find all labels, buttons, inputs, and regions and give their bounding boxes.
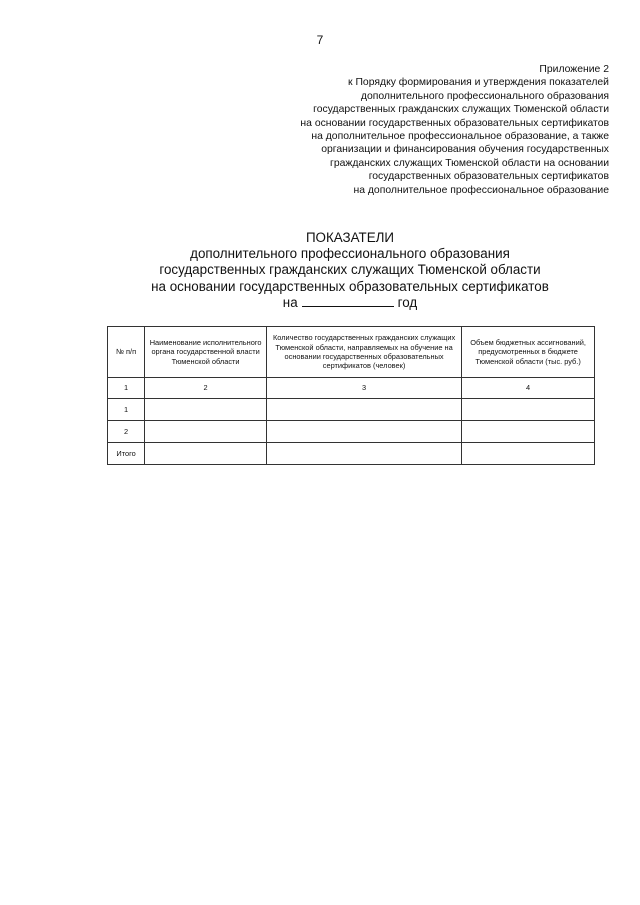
- table-cell: [462, 443, 595, 465]
- title-heading: ПОКАЗАТЕЛИ: [305, 230, 395, 245]
- appendix-line: на дополнительное профессиональное образование: [353, 184, 609, 196]
- column-number: 2: [145, 378, 267, 399]
- appendix-line: на основании государственных образовательных сертификатов: [300, 117, 609, 129]
- appendix-header: [229, 63, 609, 197]
- column-number: 1: [108, 378, 145, 399]
- row-number-cell: 1: [108, 399, 145, 421]
- table-cell: [266, 443, 461, 465]
- column-number: 4: [462, 378, 595, 399]
- year-prefix: на: [282, 294, 298, 310]
- year-blank-field: [302, 295, 394, 307]
- document-title: [30, 230, 640, 311]
- header-cell-employee-count: Количество государственных гражданских служащих Тюменской области, направляемых на обучение на основании государственных образовательных сертификатов (человек): [266, 327, 461, 378]
- table-row: [108, 421, 595, 443]
- header-cell-number: № п/п: [108, 327, 145, 378]
- title-line: государственных гражданских служащих Тюменской области: [159, 262, 541, 278]
- table-cell: [462, 399, 595, 421]
- header-cell-authority: Наименование исполнительного органа государственной власти Тюменской области: [145, 327, 267, 378]
- table-cell: [145, 399, 267, 421]
- appendix-line: на дополнительное профессиональное образование, а также: [311, 131, 609, 143]
- page-number: 7: [316, 33, 324, 47]
- table-cell: [145, 421, 267, 443]
- year-suffix: год: [397, 294, 418, 310]
- column-number: 3: [266, 378, 461, 399]
- header-cell-budget: Объем бюджетных ассигнований, предусмотренных в бюджете Тюменской области (тыс. руб.): [462, 327, 595, 378]
- indicators-table: [107, 326, 595, 465]
- appendix-line: к Порядку формирования и утверждения показателей: [348, 77, 609, 89]
- appendix-line: дополнительного профессионального образования: [360, 90, 609, 102]
- total-label-cell: Итого: [108, 443, 145, 465]
- table-cell: [266, 399, 461, 421]
- title-line: дополнительного профессионального образования: [190, 246, 510, 262]
- appendix-line: государственных образовательных сертификатов: [368, 171, 609, 183]
- title-line: на основании государственных образовательных сертификатов: [151, 278, 549, 294]
- appendix-line: Приложение 2: [539, 64, 609, 75]
- table-cell: [266, 421, 461, 443]
- table-total-row: [108, 443, 595, 465]
- appendix-line: организации и финансирования обучения государственных: [321, 144, 609, 156]
- table-cell: [145, 443, 267, 465]
- column-number-row: [108, 378, 595, 399]
- appendix-line: гражданских служащих Тюменской области на основании: [330, 157, 609, 169]
- table-cell: [462, 421, 595, 443]
- appendix-line: государственных гражданских служащих Тюменской области: [313, 104, 609, 116]
- table-row: [108, 399, 595, 421]
- row-number-cell: 2: [108, 421, 145, 443]
- title-year-line: [30, 295, 640, 311]
- table-header-row: [108, 327, 595, 378]
